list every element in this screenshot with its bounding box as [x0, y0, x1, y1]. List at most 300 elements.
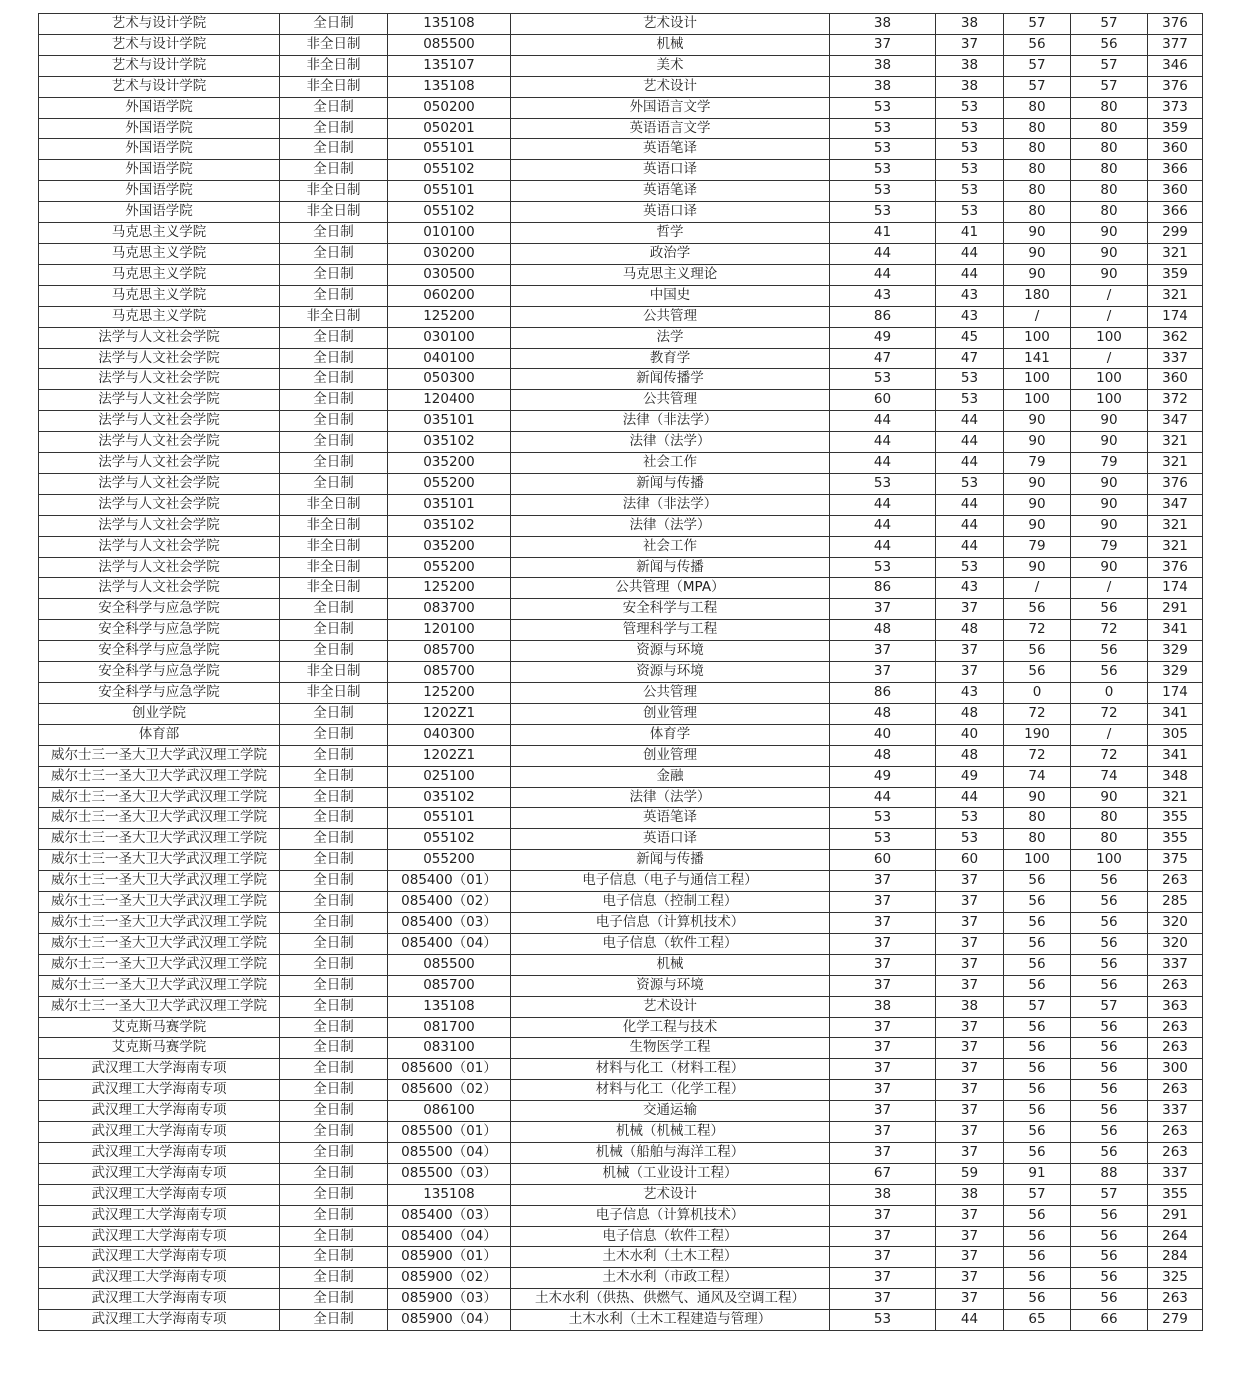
total-score-cell: 263 — [1148, 1142, 1203, 1163]
politics-score-cell: 48 — [830, 745, 936, 766]
major-name-cell: 艺术设计 — [511, 1184, 830, 1205]
subject-one-score-cell: 74 — [1004, 766, 1071, 787]
subject-two-score-cell: 56 — [1071, 954, 1148, 975]
total-score-cell: 355 — [1148, 808, 1203, 829]
major-code-cell: 135107 — [388, 55, 511, 76]
table-row — [39, 1163, 1203, 1184]
total-score-cell: 337 — [1148, 954, 1203, 975]
study-mode-cell: 全日制 — [280, 1310, 388, 1331]
total-score-cell: 320 — [1148, 933, 1203, 954]
major-code-cell: 085500（03） — [388, 1163, 511, 1184]
study-mode-cell: 非全日制 — [280, 181, 388, 202]
major-code-cell: 083700 — [388, 599, 511, 620]
college-cell: 法学与人文社会学院 — [39, 536, 280, 557]
subject-two-score-cell: 66 — [1071, 1310, 1148, 1331]
politics-score-cell: 44 — [830, 494, 936, 515]
major-name-cell: 管理科学与工程 — [511, 620, 830, 641]
subject-one-score-cell: 90 — [1004, 557, 1071, 578]
subject-one-score-cell: 90 — [1004, 411, 1071, 432]
major-code-cell: 040300 — [388, 724, 511, 745]
college-cell: 外国语学院 — [39, 160, 280, 181]
politics-score-cell: 38 — [830, 996, 936, 1017]
table-row — [39, 348, 1203, 369]
politics-score-cell: 37 — [830, 662, 936, 683]
table-row — [39, 306, 1203, 327]
college-cell: 武汉理工大学海南专项 — [39, 1268, 280, 1289]
politics-score-cell: 37 — [830, 912, 936, 933]
study-mode-cell: 全日制 — [280, 285, 388, 306]
foreign-language-score-cell: 37 — [936, 1268, 1004, 1289]
study-mode-cell: 全日制 — [280, 327, 388, 348]
major-code-cell: 085400（04） — [388, 933, 511, 954]
subject-two-score-cell: 74 — [1071, 766, 1148, 787]
total-score-cell: 263 — [1148, 1289, 1203, 1310]
study-mode-cell: 全日制 — [280, 390, 388, 411]
subject-two-score-cell: / — [1071, 306, 1148, 327]
subject-one-score-cell: 57 — [1004, 76, 1071, 97]
subject-two-score-cell: 80 — [1071, 202, 1148, 223]
subject-one-score-cell: 57 — [1004, 14, 1071, 35]
college-cell: 武汉理工大学海南专项 — [39, 1310, 280, 1331]
study-mode-cell: 全日制 — [280, 641, 388, 662]
major-name-cell: 土木水利（土木工程） — [511, 1247, 830, 1268]
politics-score-cell: 37 — [830, 1017, 936, 1038]
foreign-language-score-cell: 37 — [936, 1142, 1004, 1163]
major-code-cell: 060200 — [388, 285, 511, 306]
subject-one-score-cell: 56 — [1004, 1205, 1071, 1226]
college-cell: 武汉理工大学海南专项 — [39, 1059, 280, 1080]
major-name-cell: 英语口译 — [511, 160, 830, 181]
major-code-cell: 125200 — [388, 683, 511, 704]
table-row — [39, 97, 1203, 118]
table-row — [39, 1184, 1203, 1205]
subject-two-score-cell: 80 — [1071, 181, 1148, 202]
foreign-language-score-cell: 48 — [936, 745, 1004, 766]
major-code-cell: 030500 — [388, 264, 511, 285]
major-name-cell: 体育学 — [511, 724, 830, 745]
college-cell: 安全科学与应急学院 — [39, 662, 280, 683]
foreign-language-score-cell: 37 — [936, 662, 1004, 683]
major-name-cell: 艺术设计 — [511, 14, 830, 35]
study-mode-cell: 全日制 — [280, 264, 388, 285]
total-score-cell: 366 — [1148, 160, 1203, 181]
college-cell: 外国语学院 — [39, 181, 280, 202]
subject-one-score-cell: 65 — [1004, 1310, 1071, 1331]
politics-score-cell: 44 — [830, 515, 936, 536]
study-mode-cell: 全日制 — [280, 703, 388, 724]
study-mode-cell: 全日制 — [280, 599, 388, 620]
major-code-cell: 1202Z1 — [388, 745, 511, 766]
study-mode-cell: 全日制 — [280, 1038, 388, 1059]
study-mode-cell: 全日制 — [280, 1122, 388, 1143]
college-cell: 武汉理工大学海南专项 — [39, 1122, 280, 1143]
total-score-cell: 360 — [1148, 181, 1203, 202]
major-name-cell: 材料与化工（化学工程） — [511, 1080, 830, 1101]
college-cell: 威尔士三一圣大卫大学武汉理工学院 — [39, 871, 280, 892]
foreign-language-score-cell: 53 — [936, 557, 1004, 578]
subject-two-score-cell: 56 — [1071, 1247, 1148, 1268]
major-name-cell: 创业管理 — [511, 703, 830, 724]
politics-score-cell: 53 — [830, 181, 936, 202]
subject-two-score-cell: 56 — [1071, 1038, 1148, 1059]
foreign-language-score-cell: 59 — [936, 1163, 1004, 1184]
total-score-cell: 348 — [1148, 766, 1203, 787]
major-code-cell: 085700 — [388, 975, 511, 996]
major-code-cell: 035200 — [388, 453, 511, 474]
major-name-cell: 土木水利（土木工程建造与管理） — [511, 1310, 830, 1331]
foreign-language-score-cell: 38 — [936, 76, 1004, 97]
study-mode-cell: 全日制 — [280, 1268, 388, 1289]
total-score-cell: 376 — [1148, 557, 1203, 578]
major-code-cell: 086100 — [388, 1101, 511, 1122]
study-mode-cell: 全日制 — [280, 1226, 388, 1247]
college-cell: 法学与人文社会学院 — [39, 411, 280, 432]
major-name-cell: 英语口译 — [511, 202, 830, 223]
major-code-cell: 125200 — [388, 578, 511, 599]
foreign-language-score-cell: 43 — [936, 578, 1004, 599]
study-mode-cell: 非全日制 — [280, 494, 388, 515]
total-score-cell: 346 — [1148, 55, 1203, 76]
table-row — [39, 1038, 1203, 1059]
table-row — [39, 871, 1203, 892]
subject-one-score-cell: 90 — [1004, 432, 1071, 453]
total-score-cell: 264 — [1148, 1226, 1203, 1247]
total-score-cell: 375 — [1148, 850, 1203, 871]
total-score-cell: 341 — [1148, 745, 1203, 766]
total-score-cell: 300 — [1148, 1059, 1203, 1080]
table-row — [39, 14, 1203, 35]
subject-one-score-cell: 57 — [1004, 55, 1071, 76]
subject-one-score-cell: 91 — [1004, 1163, 1071, 1184]
major-name-cell: 电子信息（软件工程） — [511, 933, 830, 954]
college-cell: 威尔士三一圣大卫大学武汉理工学院 — [39, 850, 280, 871]
subject-one-score-cell: 80 — [1004, 118, 1071, 139]
total-score-cell: 329 — [1148, 662, 1203, 683]
politics-score-cell: 43 — [830, 285, 936, 306]
table-row — [39, 1080, 1203, 1101]
subject-two-score-cell: 56 — [1071, 892, 1148, 913]
politics-score-cell: 49 — [830, 766, 936, 787]
major-name-cell: 外国语言文学 — [511, 97, 830, 118]
politics-score-cell: 38 — [830, 14, 936, 35]
table-row — [39, 975, 1203, 996]
foreign-language-score-cell: 44 — [936, 264, 1004, 285]
major-name-cell: 教育学 — [511, 348, 830, 369]
politics-score-cell: 37 — [830, 892, 936, 913]
major-code-cell: 085500（04） — [388, 1142, 511, 1163]
college-cell: 安全科学与应急学院 — [39, 683, 280, 704]
major-code-cell: 120100 — [388, 620, 511, 641]
major-name-cell: 金融 — [511, 766, 830, 787]
table-row — [39, 703, 1203, 724]
study-mode-cell: 全日制 — [280, 808, 388, 829]
total-score-cell: 355 — [1148, 829, 1203, 850]
table-row — [39, 369, 1203, 390]
table-row — [39, 641, 1203, 662]
major-code-cell: 055101 — [388, 808, 511, 829]
foreign-language-score-cell: 37 — [936, 1247, 1004, 1268]
total-score-cell: 174 — [1148, 683, 1203, 704]
politics-score-cell: 44 — [830, 264, 936, 285]
politics-score-cell: 37 — [830, 1268, 936, 1289]
subject-two-score-cell: 56 — [1071, 933, 1148, 954]
total-score-cell: 376 — [1148, 76, 1203, 97]
college-cell: 艾克斯马赛学院 — [39, 1038, 280, 1059]
politics-score-cell: 60 — [830, 850, 936, 871]
politics-score-cell: 38 — [830, 76, 936, 97]
total-score-cell: 263 — [1148, 1017, 1203, 1038]
study-mode-cell: 全日制 — [280, 1184, 388, 1205]
subject-one-score-cell: 79 — [1004, 453, 1071, 474]
subject-one-score-cell: 56 — [1004, 662, 1071, 683]
major-code-cell: 050300 — [388, 369, 511, 390]
college-cell: 武汉理工大学海南专项 — [39, 1226, 280, 1247]
foreign-language-score-cell: 53 — [936, 473, 1004, 494]
subject-one-score-cell: 100 — [1004, 369, 1071, 390]
major-name-cell: 马克思主义理论 — [511, 264, 830, 285]
major-code-cell: 035101 — [388, 411, 511, 432]
college-cell: 法学与人文社会学院 — [39, 494, 280, 515]
foreign-language-score-cell: 47 — [936, 348, 1004, 369]
college-cell: 武汉理工大学海南专项 — [39, 1080, 280, 1101]
subject-two-score-cell: 88 — [1071, 1163, 1148, 1184]
subject-one-score-cell: 56 — [1004, 1101, 1071, 1122]
subject-one-score-cell: 80 — [1004, 97, 1071, 118]
major-name-cell: 材料与化工（材料工程） — [511, 1059, 830, 1080]
subject-one-score-cell: 56 — [1004, 892, 1071, 913]
major-code-cell: 081700 — [388, 1017, 511, 1038]
study-mode-cell: 全日制 — [280, 933, 388, 954]
major-code-cell: 120400 — [388, 390, 511, 411]
subject-one-score-cell: 56 — [1004, 641, 1071, 662]
study-mode-cell: 全日制 — [280, 892, 388, 913]
foreign-language-score-cell: 60 — [936, 850, 1004, 871]
study-mode-cell: 非全日制 — [280, 202, 388, 223]
subject-two-score-cell: 56 — [1071, 1205, 1148, 1226]
major-name-cell: 交通运输 — [511, 1101, 830, 1122]
major-code-cell: 055102 — [388, 202, 511, 223]
college-cell: 威尔士三一圣大卫大学武汉理工学院 — [39, 787, 280, 808]
table-row — [39, 1289, 1203, 1310]
major-code-cell: 085600（02） — [388, 1080, 511, 1101]
foreign-language-score-cell: 37 — [936, 954, 1004, 975]
major-name-cell: 新闻与传播 — [511, 557, 830, 578]
politics-score-cell: 37 — [830, 34, 936, 55]
table-row — [39, 557, 1203, 578]
college-cell: 马克思主义学院 — [39, 285, 280, 306]
total-score-cell: 373 — [1148, 97, 1203, 118]
major-name-cell: 公共管理 — [511, 306, 830, 327]
politics-score-cell: 41 — [830, 223, 936, 244]
table-row — [39, 1268, 1203, 1289]
subject-one-score-cell: 90 — [1004, 787, 1071, 808]
study-mode-cell: 非全日制 — [280, 55, 388, 76]
subject-two-score-cell: / — [1071, 578, 1148, 599]
foreign-language-score-cell: 37 — [936, 1038, 1004, 1059]
subject-two-score-cell: 56 — [1071, 1142, 1148, 1163]
subject-two-score-cell: 100 — [1071, 850, 1148, 871]
major-code-cell: 083100 — [388, 1038, 511, 1059]
major-code-cell: 055101 — [388, 139, 511, 160]
foreign-language-score-cell: 38 — [936, 55, 1004, 76]
politics-score-cell: 37 — [830, 975, 936, 996]
college-cell: 威尔士三一圣大卫大学武汉理工学院 — [39, 975, 280, 996]
college-cell: 艺术与设计学院 — [39, 34, 280, 55]
table-row — [39, 76, 1203, 97]
major-code-cell: 135108 — [388, 1184, 511, 1205]
major-code-cell: 040100 — [388, 348, 511, 369]
college-cell: 法学与人文社会学院 — [39, 515, 280, 536]
subject-one-score-cell: 56 — [1004, 1122, 1071, 1143]
study-mode-cell: 全日制 — [280, 453, 388, 474]
major-name-cell: 资源与环境 — [511, 641, 830, 662]
subject-one-score-cell: 80 — [1004, 808, 1071, 829]
subject-two-score-cell: 100 — [1071, 369, 1148, 390]
study-mode-cell: 全日制 — [280, 411, 388, 432]
table-row — [39, 892, 1203, 913]
total-score-cell: 284 — [1148, 1247, 1203, 1268]
subject-two-score-cell: 0 — [1071, 683, 1148, 704]
subject-two-score-cell: 79 — [1071, 453, 1148, 474]
foreign-language-score-cell: 37 — [936, 1101, 1004, 1122]
major-name-cell: 英语笔译 — [511, 181, 830, 202]
major-name-cell: 公共管理 — [511, 683, 830, 704]
subject-two-score-cell: 56 — [1071, 1080, 1148, 1101]
college-cell: 法学与人文社会学院 — [39, 578, 280, 599]
table-row — [39, 181, 1203, 202]
major-name-cell: 美术 — [511, 55, 830, 76]
college-cell: 法学与人文社会学院 — [39, 557, 280, 578]
subject-one-score-cell: 90 — [1004, 264, 1071, 285]
foreign-language-score-cell: 44 — [936, 243, 1004, 264]
politics-score-cell: 37 — [830, 641, 936, 662]
subject-one-score-cell: 56 — [1004, 1289, 1071, 1310]
college-cell: 武汉理工大学海南专项 — [39, 1205, 280, 1226]
college-cell: 艺术与设计学院 — [39, 14, 280, 35]
major-code-cell: 085900（01） — [388, 1247, 511, 1268]
college-cell: 安全科学与应急学院 — [39, 641, 280, 662]
study-mode-cell: 非全日制 — [280, 536, 388, 557]
subject-one-score-cell: 80 — [1004, 202, 1071, 223]
major-name-cell: 法律（非法学） — [511, 411, 830, 432]
foreign-language-score-cell: 37 — [936, 1080, 1004, 1101]
subject-two-score-cell: 79 — [1071, 536, 1148, 557]
subject-one-score-cell: 80 — [1004, 181, 1071, 202]
total-score-cell: 359 — [1148, 118, 1203, 139]
major-name-cell: 土木水利（市政工程） — [511, 1268, 830, 1289]
subject-one-score-cell: 90 — [1004, 223, 1071, 244]
foreign-language-score-cell: 37 — [936, 1289, 1004, 1310]
major-code-cell: 085400（04） — [388, 1226, 511, 1247]
table-row — [39, 494, 1203, 515]
subject-two-score-cell: 80 — [1071, 160, 1148, 181]
major-name-cell: 法律（法学） — [511, 432, 830, 453]
subject-two-score-cell: 57 — [1071, 76, 1148, 97]
politics-score-cell: 37 — [830, 1080, 936, 1101]
subject-two-score-cell: 56 — [1071, 1101, 1148, 1122]
major-code-cell: 055102 — [388, 160, 511, 181]
subject-one-score-cell: 56 — [1004, 975, 1071, 996]
subject-two-score-cell: / — [1071, 724, 1148, 745]
college-cell: 外国语学院 — [39, 139, 280, 160]
table-row — [39, 473, 1203, 494]
foreign-language-score-cell: 38 — [936, 996, 1004, 1017]
total-score-cell: 321 — [1148, 536, 1203, 557]
subject-one-score-cell: 56 — [1004, 1017, 1071, 1038]
study-mode-cell: 全日制 — [280, 996, 388, 1017]
major-name-cell: 英语语言文学 — [511, 118, 830, 139]
politics-score-cell: 37 — [830, 1059, 936, 1080]
subject-one-score-cell: 56 — [1004, 599, 1071, 620]
study-mode-cell: 非全日制 — [280, 557, 388, 578]
politics-score-cell: 37 — [830, 1205, 936, 1226]
foreign-language-score-cell: 53 — [936, 118, 1004, 139]
major-name-cell: 法律（非法学） — [511, 494, 830, 515]
subject-two-score-cell: 57 — [1071, 1184, 1148, 1205]
college-cell: 威尔士三一圣大卫大学武汉理工学院 — [39, 829, 280, 850]
subject-two-score-cell: 56 — [1071, 1122, 1148, 1143]
politics-score-cell: 37 — [830, 871, 936, 892]
major-name-cell: 法学 — [511, 327, 830, 348]
foreign-language-score-cell: 41 — [936, 223, 1004, 244]
subject-one-score-cell: 72 — [1004, 745, 1071, 766]
major-name-cell: 法律（法学） — [511, 787, 830, 808]
politics-score-cell: 47 — [830, 348, 936, 369]
major-code-cell: 135108 — [388, 14, 511, 35]
politics-score-cell: 53 — [830, 118, 936, 139]
table-row — [39, 808, 1203, 829]
subject-one-score-cell: 90 — [1004, 473, 1071, 494]
study-mode-cell: 非全日制 — [280, 683, 388, 704]
major-code-cell: 085600（01） — [388, 1059, 511, 1080]
table-row — [39, 1101, 1203, 1122]
major-name-cell: 化学工程与技术 — [511, 1017, 830, 1038]
politics-score-cell: 37 — [830, 1101, 936, 1122]
table-row — [39, 55, 1203, 76]
subject-one-score-cell: 100 — [1004, 390, 1071, 411]
subject-two-score-cell: 56 — [1071, 1289, 1148, 1310]
college-cell: 威尔士三一圣大卫大学武汉理工学院 — [39, 912, 280, 933]
major-name-cell: 机械（机械工程） — [511, 1122, 830, 1143]
subject-one-score-cell: 90 — [1004, 494, 1071, 515]
subject-two-score-cell: 80 — [1071, 139, 1148, 160]
major-name-cell: 机械（工业设计工程） — [511, 1163, 830, 1184]
politics-score-cell: 49 — [830, 327, 936, 348]
subject-one-score-cell: 80 — [1004, 160, 1071, 181]
major-code-cell: 035101 — [388, 494, 511, 515]
subject-one-score-cell: 56 — [1004, 1059, 1071, 1080]
subject-one-score-cell: 80 — [1004, 829, 1071, 850]
study-mode-cell: 全日制 — [280, 975, 388, 996]
subject-two-score-cell: 90 — [1071, 787, 1148, 808]
table-row — [39, 1310, 1203, 1331]
subject-one-score-cell: 90 — [1004, 243, 1071, 264]
major-name-cell: 创业管理 — [511, 745, 830, 766]
study-mode-cell: 全日制 — [280, 432, 388, 453]
politics-score-cell: 53 — [830, 160, 936, 181]
total-score-cell: 366 — [1148, 202, 1203, 223]
subject-two-score-cell: 56 — [1071, 1226, 1148, 1247]
subject-two-score-cell: 56 — [1071, 1017, 1148, 1038]
major-name-cell: 英语口译 — [511, 829, 830, 850]
subject-two-score-cell: 90 — [1071, 411, 1148, 432]
subject-two-score-cell: 56 — [1071, 1268, 1148, 1289]
subject-two-score-cell: 80 — [1071, 829, 1148, 850]
study-mode-cell: 全日制 — [280, 1101, 388, 1122]
major-code-cell: 085700 — [388, 641, 511, 662]
study-mode-cell: 全日制 — [280, 1080, 388, 1101]
table-row — [39, 954, 1203, 975]
